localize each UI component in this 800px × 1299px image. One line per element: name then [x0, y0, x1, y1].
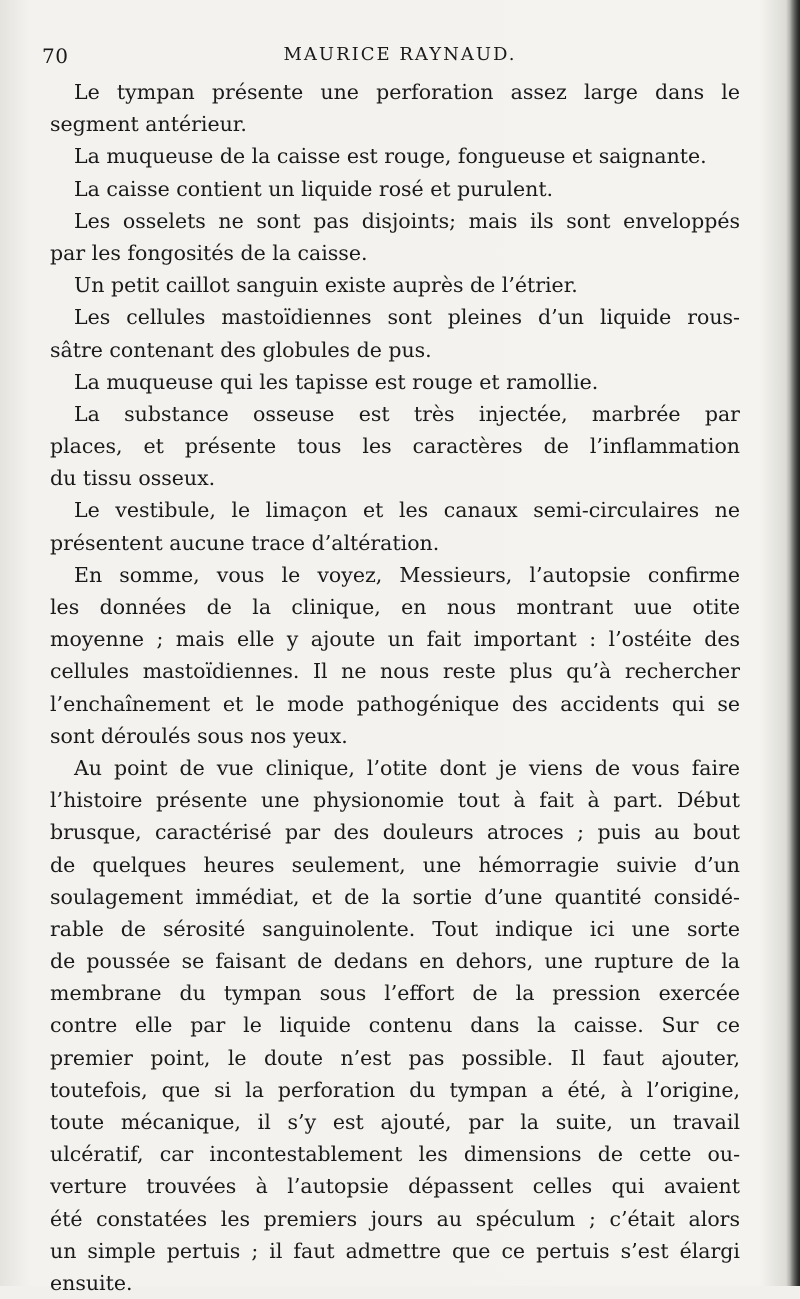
text-line: places, et présente tous les caractères de l’inflammation	[50, 434, 740, 459]
text-line: sont déroulés sous nos yeux.	[50, 723, 348, 748]
text-line: été constatées les premiers jours au spéculum ; c’était alors	[50, 1206, 740, 1231]
text-line: moyenne ; mais elle y ajoute un fait important : l’ostéite des	[50, 627, 740, 652]
text-line: l’enchaînement et le mode pathogénique des accidents qui se	[50, 691, 740, 716]
text-line: Le vestibule, le limaçon et les canaux semi-circulaires ne	[74, 498, 740, 523]
text-line: brusque, caractérisé par des douleurs atroces ; puis au bout	[50, 820, 740, 845]
text-line: segment antérieur.	[50, 112, 247, 137]
text-line: de quelques heures seulement, une hémorragie suivie d’un	[50, 852, 740, 877]
text-line: un simple pertuis ; il faut admettre que ce pertuis s’est élargi	[50, 1238, 740, 1263]
text-line: En somme, vous le voyez, Messieurs, l’autopsie confirme	[74, 562, 740, 587]
text-line: verture trouvées à l’autopsie dépassent celles qui avaient	[50, 1174, 740, 1199]
text-line: La muqueuse de la caisse est rouge, fongueuse et saignante.	[74, 144, 707, 169]
page-edge-shadow	[786, 0, 800, 1286]
text-line: premier point, le doute n’est pas possible. Il faut ajouter,	[50, 1045, 740, 1070]
text-line: par les fongosités de la caisse.	[50, 240, 368, 265]
text-line: La caisse contient un liquide rosé et purulent.	[74, 176, 554, 201]
text-line: Les osselets ne sont pas disjoints; mais ils sont enveloppés	[74, 208, 740, 233]
text-line: sâtre contenant des globules de pus.	[50, 337, 432, 362]
text-line: contre elle par le liquide contenu dans la caisse. Sur ce	[50, 1013, 740, 1038]
text-line: Les cellules mastoïdiennes sont pleines d’un liquide rous-	[74, 305, 740, 330]
text-line: La muqueuse qui les tapisse est rouge et ramollie.	[74, 369, 599, 394]
text-line: membrane du tympan sous l’effort de la pression exercée	[50, 981, 740, 1006]
page-header	[0, 38, 800, 68]
text-line: l’histoire présente une physionomie tout à fait à part. Début	[50, 788, 740, 813]
page-number: 70	[42, 44, 69, 68]
text-line: ensuite.	[50, 1270, 133, 1295]
body-text	[50, 76, 740, 1299]
text-line: cellules mastoïdiennes. Il ne nous reste plus qu’à rechercher	[50, 659, 740, 684]
text-line: Un petit caillot sanguin existe auprès de l’étrier.	[74, 273, 578, 298]
text-line: ulcératif, car incontestablement les dimensions de cette ou-	[50, 1142, 740, 1167]
text-line: soulagement immédiat, et de la sortie d’une quantité considé-	[50, 884, 740, 909]
text-line: Le tympan présente une perforation assez large dans le	[74, 80, 740, 104]
text-line: présentent aucune trace d’altération.	[50, 530, 440, 555]
text-line: toute mécanique, il s’y est ajouté, par la suite, un travail	[50, 1110, 740, 1134]
text-line: du tissu osseux.	[50, 466, 216, 491]
text-line: La substance osseuse est très injectée, marbrée par	[74, 401, 740, 426]
running-head: MAURICE RAYNAUD.	[283, 44, 517, 65]
text-line: les données de la clinique, en nous montrant uue otite	[50, 595, 740, 619]
text-line: toutefois, que si la perforation du tympan a été, à l’origine,	[50, 1077, 740, 1102]
text-line: rable de sérosité sanguinolente. Tout indique ici une sorte	[50, 916, 740, 941]
text-line: de poussée se faisant de dedans en dehors, une rupture de la	[50, 949, 740, 974]
text-line: Au point de vue clinique, l’otite dont je viens de vous faire	[74, 755, 740, 780]
